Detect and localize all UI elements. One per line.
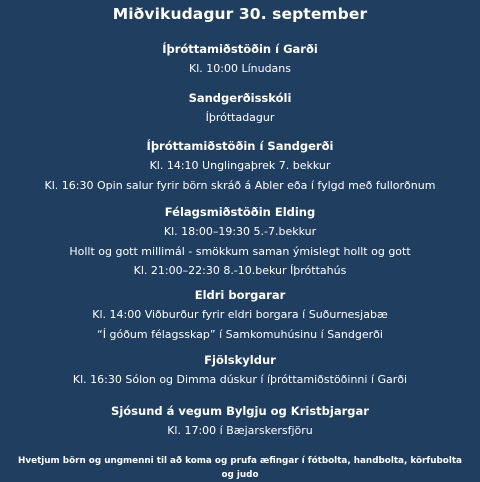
event-line: Kl. 10:00 Línudans xyxy=(188,62,291,75)
event-line: “Í góðum félagsskap” í Samkomuhúsinu í Sandgerði xyxy=(97,327,383,341)
section-sea-swimming xyxy=(0,402,480,441)
footer-note xyxy=(0,454,480,482)
section-senior-citizens xyxy=(0,286,480,344)
section-families xyxy=(0,351,480,390)
event-line: Íþróttadagur xyxy=(205,111,275,124)
section-sandgerdi-school xyxy=(0,89,480,128)
venue-name: Sjósund á vegum Bylgju og Kristbjargar xyxy=(111,404,369,418)
event-line: Kl. 18:00–19:30 5.-7.bekkur xyxy=(163,225,317,238)
event-line: Kl. 21:00–22:30 8.-10.bekur Íþróttahús xyxy=(133,264,347,277)
footer-line-1: Hvetjum börn og ungmenni til að koma og prufa æfingar í fótbolta, handbolta, körfubolta xyxy=(18,456,462,466)
venue-name: Íþróttamiðstöðin í Garði xyxy=(162,42,318,56)
event-line: Kl. 17:00 í Bæjarskersfjöru xyxy=(167,424,313,437)
section-sandgerdi-sports-center xyxy=(0,137,480,195)
section-gardur-sports-center xyxy=(0,40,480,79)
venue-name: Félagsmiðstöðin Elding xyxy=(164,205,316,219)
venue-name: Fjölskyldur xyxy=(204,353,276,367)
event-line: Kl. 16:30 Opin salur fyrir börn skráð á Abler eða í fylgd með fullorðnum xyxy=(44,178,436,192)
day-title: Miðvikudagur 30. september xyxy=(112,5,368,23)
event-line: Hollt og gott millimál - smökkum saman ýmislegt hollt og gott xyxy=(69,244,411,258)
section-youth-center-elding xyxy=(0,203,480,281)
venue-name: Íþróttamiðstöðin í Sandgerði xyxy=(146,139,334,153)
event-line: Kl. 14:10 Unglingaþrek 7. bekkur xyxy=(149,159,331,172)
event-line: Kl. 14:00 Viðburður fyrir eldri borgara í Suðurnesjabæ xyxy=(92,308,388,321)
footer-line-2: og judo xyxy=(221,470,259,480)
event-line: Kl. 16:30 Sólon og Dimma dúskur í íþróttamiðstöðinni í Garði xyxy=(72,373,408,386)
venue-name: Sandgerðisskóli xyxy=(188,91,292,105)
venue-name: Eldri borgarar xyxy=(194,288,286,302)
